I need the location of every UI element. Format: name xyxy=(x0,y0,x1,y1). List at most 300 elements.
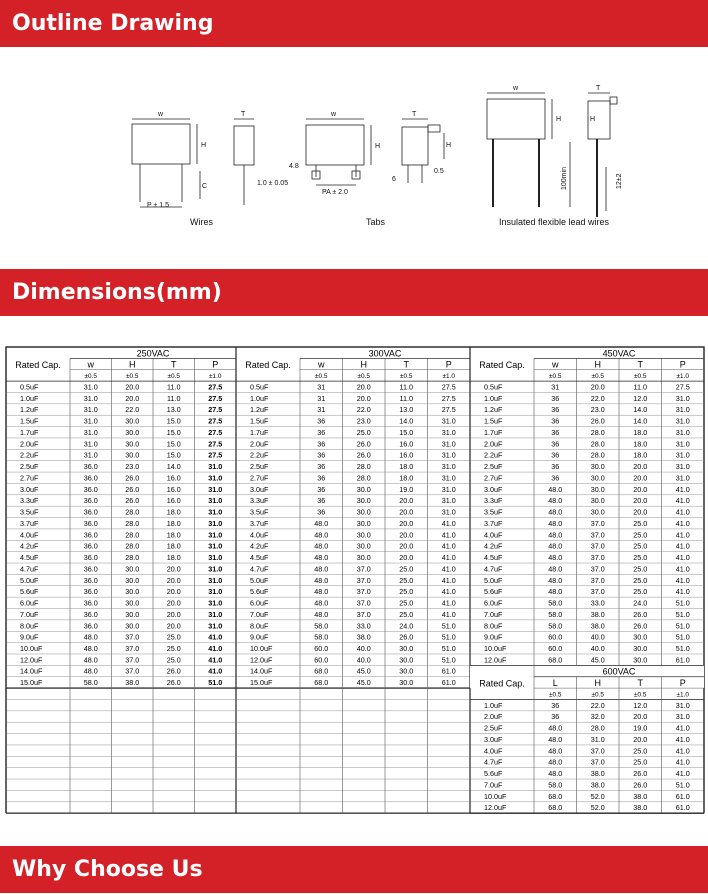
dimension-value: 31.0 xyxy=(675,427,690,437)
dimension-value: 31.0 xyxy=(208,496,223,506)
dimension-value: 31.0 xyxy=(441,416,456,426)
dimension-value: 31.0 xyxy=(675,416,690,426)
dimension-value: 48.0 xyxy=(314,575,329,585)
dim-100min: 100min xyxy=(561,167,568,190)
dimension-value: 51.0 xyxy=(441,621,456,631)
dimension-value: 15.0 xyxy=(166,416,181,426)
rated-cap-header: Rated Cap. xyxy=(15,360,61,371)
rated-cap-value: 2.5uF xyxy=(250,462,269,472)
rated-cap-value: 2.7uF xyxy=(484,473,503,483)
dimension-value: 60.0 xyxy=(548,632,563,642)
section-header-why xyxy=(0,846,708,893)
dimension-value: 36.0 xyxy=(83,530,98,540)
dim-p-wires: P ± 1.5 xyxy=(147,202,170,209)
dimension-value: 41.0 xyxy=(441,587,456,597)
tolerance: ±0.5 xyxy=(167,373,180,381)
dimension-value: 38.0 xyxy=(590,769,605,779)
dimension-value: 31.0 xyxy=(441,496,456,506)
dimension-value: 41.0 xyxy=(675,564,690,574)
dimension-value: 28.0 xyxy=(125,518,140,528)
dimension-value: 20.0 xyxy=(399,507,414,517)
dimension-value: 31.0 xyxy=(83,427,98,437)
dimension-value: 30.0 xyxy=(356,518,371,528)
dimension-value: 58.0 xyxy=(548,598,563,608)
rated-cap-value: 2.5uF xyxy=(484,723,503,733)
dimension-value: 41.0 xyxy=(441,518,456,528)
dimension-value: 22.0 xyxy=(125,405,140,415)
dimension-value: 22.0 xyxy=(590,393,605,403)
rated-cap-value: 10.0uF xyxy=(484,791,507,801)
rated-cap-value: 5.6uF xyxy=(250,587,269,597)
dimension-value: 20.0 xyxy=(399,530,414,540)
dimension-value: 48.0 xyxy=(548,541,563,551)
dimension-value: 31.0 xyxy=(83,382,98,392)
dimension-value: 36 xyxy=(317,439,326,449)
dimension-value: 30.0 xyxy=(356,541,371,551)
rated-cap-value: 5.6uF xyxy=(20,587,39,597)
dimension-value: 36 xyxy=(551,393,560,403)
dimension-value: 41.0 xyxy=(675,723,690,733)
dimension-value: 20.0 xyxy=(399,541,414,551)
dimension-value: 27.5 xyxy=(208,382,223,392)
dimension-value: 48.0 xyxy=(314,518,329,528)
dimension-value: 61.0 xyxy=(675,791,690,801)
caption-wires: Wires xyxy=(190,217,213,227)
dim-h-flex-side: H xyxy=(590,116,596,123)
dimension-value: 15.0 xyxy=(166,439,181,449)
rated-cap-value: 14.0uF xyxy=(250,666,273,676)
dimension-value: 48.0 xyxy=(314,598,329,608)
dimension-value: 51.0 xyxy=(441,655,456,665)
voltage-header: 450VAC xyxy=(602,348,636,359)
caption-flex: Insulated flexible lead wires xyxy=(499,217,610,227)
table-block-250VAC xyxy=(6,358,236,688)
rated-cap-value: 3.0uF xyxy=(20,484,39,494)
dimension-value: 31.0 xyxy=(441,473,456,483)
rated-cap-value: 2.0uF xyxy=(250,439,269,449)
dimension-value: 48.0 xyxy=(83,632,98,642)
dimension-value: 20.0 xyxy=(633,734,648,744)
column-header: T xyxy=(637,678,643,689)
dimension-value: 51.0 xyxy=(208,678,223,688)
dimension-value: 68.0 xyxy=(548,791,563,801)
section-header-dimensions xyxy=(0,269,708,316)
dimension-value: 38.0 xyxy=(590,780,605,790)
rated-cap-value: 4.2uF xyxy=(20,541,39,551)
dimension-value: 37.0 xyxy=(356,564,371,574)
dimension-value: 30.0 xyxy=(633,643,648,653)
rated-cap-value: 9.0uF xyxy=(20,632,39,642)
dimension-value: 36 xyxy=(551,405,560,415)
dimension-value: 27.5 xyxy=(208,405,223,415)
dimension-value: 20.0 xyxy=(356,382,371,392)
dimension-value: 26.0 xyxy=(125,484,140,494)
dimension-value: 26.0 xyxy=(356,450,371,460)
dimension-value: 51.0 xyxy=(675,643,690,653)
dim-48-tabs: 4.8 xyxy=(289,163,299,170)
column-header: H xyxy=(594,678,601,689)
dimension-value: 51.0 xyxy=(675,609,690,619)
dimension-value: 36.0 xyxy=(83,496,98,506)
dimension-value: 26.0 xyxy=(166,678,181,688)
dimension-value: 16.0 xyxy=(399,450,414,460)
dimension-value: 61.0 xyxy=(441,678,456,688)
column-header: T xyxy=(637,359,643,370)
rated-cap-value: 1.0uF xyxy=(250,393,269,403)
dimension-value: 31.0 xyxy=(83,450,98,460)
dimension-value: 41.0 xyxy=(675,484,690,494)
rated-cap-value: 4.5uF xyxy=(250,553,269,563)
column-header: w xyxy=(552,359,559,370)
dimension-value: 37.0 xyxy=(356,587,371,597)
dimension-value: 48.0 xyxy=(314,530,329,540)
dimension-value: 13.0 xyxy=(166,405,181,415)
dimension-value: 26.0 xyxy=(633,769,648,779)
dimension-value: 18.0 xyxy=(166,553,181,563)
tolerance: ±0.5 xyxy=(634,691,647,699)
rated-cap-value: 3.5uF xyxy=(250,507,269,517)
dimension-value: 60.0 xyxy=(548,643,563,653)
dimension-value: 51.0 xyxy=(441,643,456,653)
dimension-value: 61.0 xyxy=(675,803,690,813)
dimension-value: 30.0 xyxy=(125,439,140,449)
dimension-value: 36 xyxy=(317,416,326,426)
dimension-value: 30.0 xyxy=(125,575,140,585)
dimension-value: 37.0 xyxy=(590,575,605,585)
dimension-value: 31.0 xyxy=(675,473,690,483)
rated-cap-value: 1.2uF xyxy=(250,405,269,415)
rated-cap-value: 3.7uF xyxy=(484,518,503,528)
dimension-value: 28.0 xyxy=(125,541,140,551)
dimension-value: 25.0 xyxy=(399,575,414,585)
dimension-value: 31.0 xyxy=(208,462,223,472)
dim-w-flex: w xyxy=(513,85,519,92)
dimension-value: 16.0 xyxy=(166,484,181,494)
dimension-value: 36.0 xyxy=(83,473,98,483)
dimension-value: 60.0 xyxy=(314,655,329,665)
dimension-value: 20.0 xyxy=(166,621,181,631)
dimension-value: 38.0 xyxy=(633,803,648,813)
dimension-value: 52.0 xyxy=(590,803,605,813)
dimension-value: 30.0 xyxy=(125,416,140,426)
dimension-value: 25.0 xyxy=(633,518,648,528)
outline-drawing xyxy=(0,47,708,269)
dimension-value: 48.0 xyxy=(83,666,98,676)
dimension-value: 16.0 xyxy=(166,496,181,506)
dimension-value: 25.0 xyxy=(633,541,648,551)
rated-cap-value: 8.0uF xyxy=(250,621,269,631)
dimension-value: 31.0 xyxy=(675,450,690,460)
dimension-value: 45.0 xyxy=(356,678,371,688)
dimension-value: 31.0 xyxy=(208,473,223,483)
dimension-value: 36 xyxy=(551,427,560,437)
dimension-value: 28.0 xyxy=(125,553,140,563)
rated-cap-value: 4.5uF xyxy=(484,553,503,563)
dimension-value: 26.0 xyxy=(590,416,605,426)
rated-cap-value: 5.6uF xyxy=(484,587,503,597)
rated-cap-value: 0.5uF xyxy=(250,382,269,392)
dimension-value: 41.0 xyxy=(208,643,223,653)
column-header: P xyxy=(679,359,686,370)
dimension-value: 41.0 xyxy=(441,530,456,540)
dimension-value: 20.0 xyxy=(633,507,648,517)
rated-cap-value: 9.0uF xyxy=(250,632,269,642)
dimension-value: 18.0 xyxy=(633,450,648,460)
dimension-value: 14.0 xyxy=(633,405,648,415)
dim-05-tabs: 0.5 xyxy=(434,168,444,175)
dimension-value: 27.5 xyxy=(208,427,223,437)
dimension-value: 51.0 xyxy=(675,632,690,642)
dimension-value: 31.0 xyxy=(675,712,690,722)
dimension-value: 31.0 xyxy=(441,507,456,517)
dimension-value: 40.0 xyxy=(356,655,371,665)
dimension-value: 20.0 xyxy=(633,473,648,483)
dimension-value: 37.0 xyxy=(590,541,605,551)
column-header: P xyxy=(212,359,219,370)
dimension-value: 26.0 xyxy=(633,621,648,631)
dimension-value: 58.0 xyxy=(548,621,563,631)
tolerance: ±0.5 xyxy=(126,373,139,381)
dimension-value: 27.5 xyxy=(208,416,223,426)
dimension-value: 45.0 xyxy=(356,666,371,676)
dimension-value: 19.0 xyxy=(633,723,648,733)
rated-cap-value: 6.0uF xyxy=(484,598,503,608)
dimension-value: 48.0 xyxy=(548,734,563,744)
dimension-value: 37.0 xyxy=(356,609,371,619)
dim-t-wires: T xyxy=(241,111,246,118)
rated-cap-value: 5.6uF xyxy=(484,769,503,779)
dim-h-tabs-side: H xyxy=(446,142,452,149)
dimension-value: 31.0 xyxy=(83,405,98,415)
dimension-value: 25.0 xyxy=(633,746,648,756)
dimension-value: 28.0 xyxy=(590,439,605,449)
dimension-value: 37.0 xyxy=(125,666,140,676)
dimension-value: 30.0 xyxy=(399,666,414,676)
dimension-value: 28.0 xyxy=(125,507,140,517)
dimension-value: 31.0 xyxy=(208,587,223,597)
dimension-value: 36 xyxy=(317,507,326,517)
dimension-value: 31.0 xyxy=(675,700,690,710)
tolerance: ±1.0 xyxy=(209,373,222,381)
dimension-value: 30.0 xyxy=(356,530,371,540)
rated-cap-value: 0.5uF xyxy=(484,382,503,392)
dimension-value: 48.0 xyxy=(314,553,329,563)
dimension-value: 58.0 xyxy=(83,678,98,688)
dimension-value: 14.0 xyxy=(633,416,648,426)
dimension-value: 38.0 xyxy=(590,609,605,619)
dimension-value: 27.5 xyxy=(208,450,223,460)
dimension-value: 30.0 xyxy=(633,632,648,642)
dimension-value: 27.5 xyxy=(208,439,223,449)
dimension-value: 22.0 xyxy=(590,700,605,710)
dimension-value: 19.0 xyxy=(399,484,414,494)
dimension-value: 36 xyxy=(551,473,560,483)
column-header: w xyxy=(87,359,94,370)
dim-t-flex: T xyxy=(596,85,601,92)
dimension-value: 36.0 xyxy=(83,621,98,631)
dimension-value: 25.0 xyxy=(166,643,181,653)
dimension-value: 48.0 xyxy=(548,507,563,517)
rated-cap-value: 15.0uF xyxy=(20,678,43,688)
tolerance: ±0.5 xyxy=(591,691,604,699)
tolerance: ±1.0 xyxy=(442,373,455,381)
dimension-value: 36 xyxy=(551,462,560,472)
rated-cap-value: 10.0uF xyxy=(484,643,507,653)
dimension-value: 30.0 xyxy=(125,609,140,619)
dimension-value: 31.0 xyxy=(83,416,98,426)
dimension-value: 36 xyxy=(551,439,560,449)
dimension-value: 58.0 xyxy=(548,780,563,790)
dimension-value: 26.0 xyxy=(356,439,371,449)
dim-w-wires: w xyxy=(158,111,164,118)
dimension-value: 31 xyxy=(551,382,560,392)
dimension-value: 18.0 xyxy=(166,541,181,551)
dim-c-wires: C xyxy=(202,183,208,190)
rated-cap-value: 1.5uF xyxy=(250,416,269,426)
dimension-value: 11.0 xyxy=(167,393,181,403)
section-header-outline xyxy=(0,0,708,47)
caption-tabs: Tabs xyxy=(366,217,386,227)
dimension-value: 16.0 xyxy=(166,473,181,483)
column-header: P xyxy=(445,359,452,370)
dimension-value: 48.0 xyxy=(314,564,329,574)
dimension-value: 58.0 xyxy=(548,609,563,619)
dimension-value: 30.0 xyxy=(399,643,414,653)
rated-cap-value: 1.0uF xyxy=(20,393,39,403)
dimension-value: 37.0 xyxy=(356,575,371,585)
dimension-value: 31.0 xyxy=(83,393,98,403)
tolerance: ±0.5 xyxy=(315,373,328,381)
dim-pa-tabs: PA ± 2.0 xyxy=(322,189,348,196)
dimension-value: 30.0 xyxy=(590,507,605,517)
column-header: H xyxy=(360,359,367,370)
rated-cap-value: 8.0uF xyxy=(484,621,503,631)
dimension-value: 15.0 xyxy=(166,427,181,437)
dimension-value: 31.0 xyxy=(675,405,690,415)
dimension-value: 31 xyxy=(317,382,326,392)
dimension-value: 37.0 xyxy=(590,553,605,563)
dimension-value: 68.0 xyxy=(314,678,329,688)
rated-cap-value: 7.0uF xyxy=(20,609,39,619)
dimension-value: 30.0 xyxy=(125,427,140,437)
tolerance: ±1.0 xyxy=(676,691,689,699)
dimension-value: 30.0 xyxy=(125,564,140,574)
dimension-value: 40.0 xyxy=(590,632,605,642)
dimension-value: 20.0 xyxy=(633,712,648,722)
rated-cap-value: 15.0uF xyxy=(250,678,273,688)
dimension-value: 30.0 xyxy=(399,678,414,688)
dimension-value: 31.0 xyxy=(208,553,223,563)
tolerance: ±0.5 xyxy=(549,373,562,381)
dimension-value: 31.0 xyxy=(208,609,223,619)
dimension-value: 36.0 xyxy=(83,553,98,563)
rated-cap-value: 7.0uF xyxy=(484,609,503,619)
rated-cap-value: 8.0uF xyxy=(20,621,39,631)
dim-lead: 1.0 ± 0.05 xyxy=(257,180,289,187)
dimension-value: 11.0 xyxy=(399,393,413,403)
dimension-value: 25.0 xyxy=(399,587,414,597)
dimension-value: 36 xyxy=(317,473,326,483)
dimension-value: 20.0 xyxy=(125,393,140,403)
dimension-value: 41.0 xyxy=(675,734,690,744)
rated-cap-value: 0.5uF xyxy=(20,382,39,392)
dimension-value: 41.0 xyxy=(675,553,690,563)
dimension-value: 37.0 xyxy=(356,598,371,608)
rated-cap-value: 4.7uF xyxy=(20,564,39,574)
rated-cap-value: 4.7uF xyxy=(250,564,269,574)
rated-cap-value: 1.2uF xyxy=(484,405,503,415)
dimension-value: 36.0 xyxy=(83,507,98,517)
dimension-value: 36.0 xyxy=(83,518,98,528)
dimension-value: 48.0 xyxy=(548,518,563,528)
dimension-value: 28.0 xyxy=(125,530,140,540)
dimension-value: 31 xyxy=(317,405,326,415)
dimension-value: 36.0 xyxy=(83,575,98,585)
rated-cap-value: 1.0uF xyxy=(484,393,503,403)
dimension-value: 31.0 xyxy=(208,621,223,631)
dimension-value: 48.0 xyxy=(548,564,563,574)
rated-cap-value: 4.5uF xyxy=(20,553,39,563)
rated-cap-value: 4.7uF xyxy=(484,564,503,574)
tolerance: ±0.5 xyxy=(400,373,413,381)
dimension-value: 48.0 xyxy=(83,643,98,653)
wires-side-body xyxy=(234,126,254,165)
dimension-value: 41.0 xyxy=(441,575,456,585)
dimension-value: 31.0 xyxy=(441,484,456,494)
dimension-value: 20.0 xyxy=(125,382,140,392)
dimension-value: 37.0 xyxy=(590,587,605,597)
rated-cap-value: 2.0uF xyxy=(484,712,503,722)
dimension-value: 36 xyxy=(317,450,326,460)
dimension-value: 41.0 xyxy=(675,587,690,597)
dimension-value: 30.0 xyxy=(356,507,371,517)
dimension-value: 12.0 xyxy=(633,393,648,403)
dimension-value: 25.0 xyxy=(166,632,181,642)
dimension-value: 24.0 xyxy=(633,598,648,608)
dimension-value: 36 xyxy=(317,484,326,494)
dimension-value: 20.0 xyxy=(633,496,648,506)
dimension-value: 20.0 xyxy=(166,587,181,597)
column-header: H xyxy=(594,359,601,370)
rated-cap-value: 1.7uF xyxy=(20,427,39,437)
dimension-value: 22.0 xyxy=(356,405,371,415)
rated-cap-value: 1.7uF xyxy=(484,427,503,437)
dimension-value: 30.0 xyxy=(356,484,371,494)
dimension-value: 28.0 xyxy=(590,450,605,460)
dimension-value: 36.0 xyxy=(83,564,98,574)
dimension-value: 36.0 xyxy=(83,598,98,608)
rated-cap-value: 1.5uF xyxy=(20,416,39,426)
dimension-value: 37.0 xyxy=(590,757,605,767)
dimension-value: 38.0 xyxy=(356,632,371,642)
dimension-value: 48.0 xyxy=(314,609,329,619)
rated-cap-value: 7.0uF xyxy=(250,609,269,619)
dimension-value: 33.0 xyxy=(356,621,371,631)
dimension-value: 45.0 xyxy=(590,655,605,665)
dimension-value: 30.0 xyxy=(125,598,140,608)
rated-cap-value: 6.0uF xyxy=(250,598,269,608)
dimension-value: 31.0 xyxy=(441,427,456,437)
dimension-value: 30.0 xyxy=(590,462,605,472)
voltage-header: 600VAC xyxy=(602,666,636,677)
dimension-value: 27.5 xyxy=(675,382,690,392)
dimension-value: 48.0 xyxy=(548,723,563,733)
dimension-value: 41.0 xyxy=(441,541,456,551)
dimension-value: 31.0 xyxy=(675,393,690,403)
dimension-value: 23.0 xyxy=(356,416,371,426)
dimension-value: 36.0 xyxy=(83,541,98,551)
rated-cap-value: 3.0uF xyxy=(484,734,503,744)
